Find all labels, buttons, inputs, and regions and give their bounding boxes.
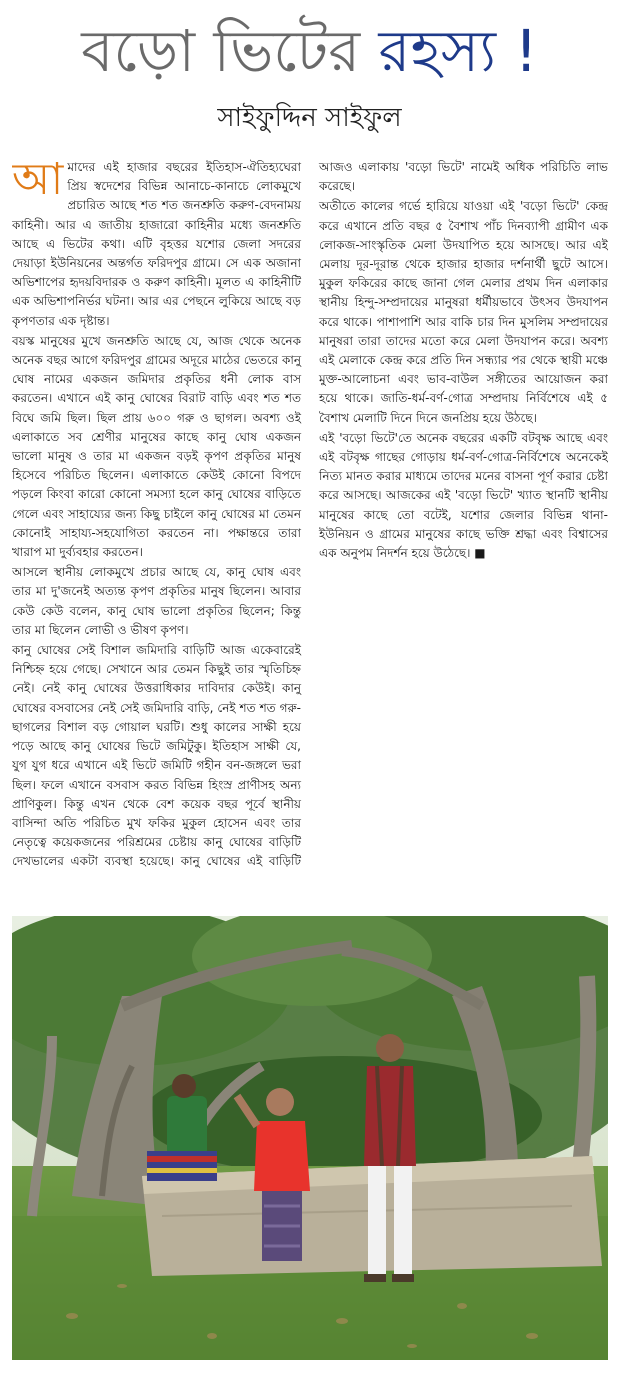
headline-part-1: বড়ো ভিটের xyxy=(81,17,379,85)
headline-part-2: রহস্য ! xyxy=(378,17,538,85)
paragraph-1-text: মাদের এই হাজার বছরের ইতিহাস-ঐতিহ্যঘেরা প্রিয় স্বদেশের বিভিন্ন আনাচে-কানাচে লোকমুখে প্রচারিত আছে শত শত জনশ্রুতি করুণ-বেদনাময় কাহিনী। আর এ জাতীয় হাজারো কাহিনীর মধ্যে জনশ্রুতি আছে এ ভিটের কথা। এটি বৃহত্তর যশোর জেলা সদরের দেয়াড়া ইউনিয়নের অন্তর্গত ফরিদপুর গ্রামে। সে এক অজানা অভিশাপের হৃদয়বিদারক ও করুণ কাহিনী। মূলত এ কাহিনীটি এক অভিশাপনির্ভর ঘটনা। আর এর পেছনে লুকিয়ে আছে বড় কৃপণতার এক দৃষ্টান্ত। xyxy=(12,160,301,328)
paragraph-4: কানু ঘোষের সেই বিশাল জমিদারি বাড়িটি আজ একেবারেই নিশ্চিহ্ন হয়ে গেছে। সেখানে আর তেমন কিছুই তার স্মৃতিচিহ্ন নেই। নেই কানু ঘোষের উত্তরাধিকার দাবিদার কেউই। কানু ঘোষের বসবাসের নেই সেই জমিদারি বাড়ি, নেই শত শত গরু-ছাগলের বিশাল বড় গোয়াল ঘরটি। শুধু কালের সাক্ষী হয়ে পড়ে আছে কানু ঘোষের ভিটে জমিটুকু। ইতিহাস সাক্ষী যে, যুগ যুগ ধরে এখানে এই ভিটে জমিটি গহীন বন-জঙ্গলে ভরা ছিল। ফলে এখানে বসবাস করত বিভিন্ন হিংস্র প্রাণীসহ অন্য প্রাণিকুল। কিন্তু এখন থেকে বেশ কয়েক বছর পূর্বে স্থানীয় বাসিন্দা অতি পরিচিত মুখ ফকির মুকুল হোসেন এবং তার নেতৃত্বে কয়েকজনের পরিশ্রমের চেষ্টায় কানু ঘোষের বাড়িটি দেখভালের একটা ব্যবস্থা হয়েছে। কানু ঘোষের এই বাড়িটি আজও এলাকায় 'বড়ো ভিটে' নামেই অধিক পরিচিতি লাভ করেছে। xyxy=(12,160,608,869)
article-body xyxy=(12,158,608,900)
person-left xyxy=(167,1096,207,1156)
byline: সাইফুদ্দিন সাইফুল xyxy=(217,103,402,133)
person-middle xyxy=(266,1088,294,1116)
paragraph-5: অতীতে কালের গর্ভে হারিয়ে যাওয়া এই 'বড়ো ভিটে' কেন্দ্র করে এখানে প্রতি বছর ৫ বৈশাখ পাঁচ দিনব্যাপী গ্রামীণ এক লোকজ-সাংস্কৃতিক মেলা উদযাপিত হয়ে আসছে। আর এই মেলায় দূর-দূরান্ত থেকে হাজার হাজার দর্শনার্থী ছুটে আসে। মুকুল ফকিরের কাছে জানা গেল মেলার প্রথম দিন এলাকার স্থানীয় হিন্দু-সম্প্রদায়ের মানুষরা ধর্মীয়ভাবে উৎসব উদযাপন করে থাকে। পাশাপাশি আর বাকি চার দিন মুসলিম সম্প্রদায়ের মানুষরা তারা তাদের মতো করে মেলা উদযাপন করে। অবশ্য এই মেলাকে কেন্দ্র করে প্রতি দিন সন্ধ্যার পর থেকে স্থায়ী মঞ্চে মুক্ত-আলোচনা এবং ভাব-বাউল সঙ্গীতের আয়োজন করা হয়ে থাকে। জাতি-ধর্ম-বর্ণ-গোত্র সম্প্রদায় নির্বিশেষে এই ৫ বৈশাখ মেলাটি দিনে দিনে জনপ্রিয় হয়ে উঠছে। xyxy=(319,199,608,425)
banyan-tree-photo xyxy=(12,916,608,1360)
drop-cap: আ xyxy=(12,158,64,205)
paragraph-2: বয়স্ক মানুষের মুখে জনশ্রুতি আছে যে, আজ থেকে অনেক অনেক বছর আগে ফরিদপুর গ্রামের অদূরে মাঠের ভেতরে কানু ঘোষ নামের একজন জমিদার প্রকৃতির ধনী লোক বাস করতেন। এখানে এই কানু ঘোষের বিরাট বাড়ি এবং শত শত বিঘে জমি ছিল। ছিল প্রায় ৬০০ গরু ও ছাগল। অবশ্য ওই এলাকাতে সব শ্রেণীর মানুষের কাছে কানু ঘোষ একজন ভালো মানুষ ও তার মা একজন বড়ই কৃপণ প্রকৃতির মানুষ হিসেবে পরিচিত ছিলেন। এলাকাতে কেউই কোনো বিপদে পড়লে কিংবা কারো কোনো সমস্যা হলে কানু ঘোষের বাড়িতে গেলে এবং সাহায্যের জন্য কিছু চাইলে কানু ঘোষের মা তেমন কোনোই সাহায্য-সহযোগিতা করতেন না। পক্ষান্তরে তারা খারাপ মা দুর্ব্যবহার করতেন। xyxy=(12,333,301,560)
paragraph-1 xyxy=(12,158,301,331)
headline xyxy=(0,16,619,86)
paragraph-6: এই 'বড়ো ভিটে'তে অনেক বছরের একটি বটবৃক্ষ আছে এবং এই বটবৃক্ষ গাছের গোড়ায় ধর্ম-বর্ণ-গোত্র-নির্বিশেষে অনেকেই নিত্য মানত করার মাধ্যমে তাদের মনের বাসনা পূর্ণ করার চেষ্টা করে আসছে। আজকের এই 'বড়ো ভিটে' খ্যাত স্থানটি স্থানীয় মানুষের কাছে তো বটেই, যশোর জেলার বিভিন্ন থানা-ইউনিয়ন ও গ্রামের মানুষের কাছে ভক্তি শ্রদ্ধা এবং বিশ্বাসের এক অনুপম নিদর্শন হয়ে উঠেছে। ■ xyxy=(319,430,608,561)
article-photo xyxy=(12,916,608,1360)
paragraph-3: আসলে স্থানীয় লোকমুখে প্রচার আছে যে, কানু ঘোষ এবং তার মা দু'জনেই অত্যন্ত কৃপণ প্রকৃতির মানুষ ছিলেন। আবার কেউ কেউ বলেন, কানু ঘোষ ভালো প্রকৃতির ছিলেন; কিন্তু তার মা ছিলেন লোভী ও ভীষণ কৃপণ। xyxy=(12,565,301,637)
person-right xyxy=(376,1034,404,1062)
